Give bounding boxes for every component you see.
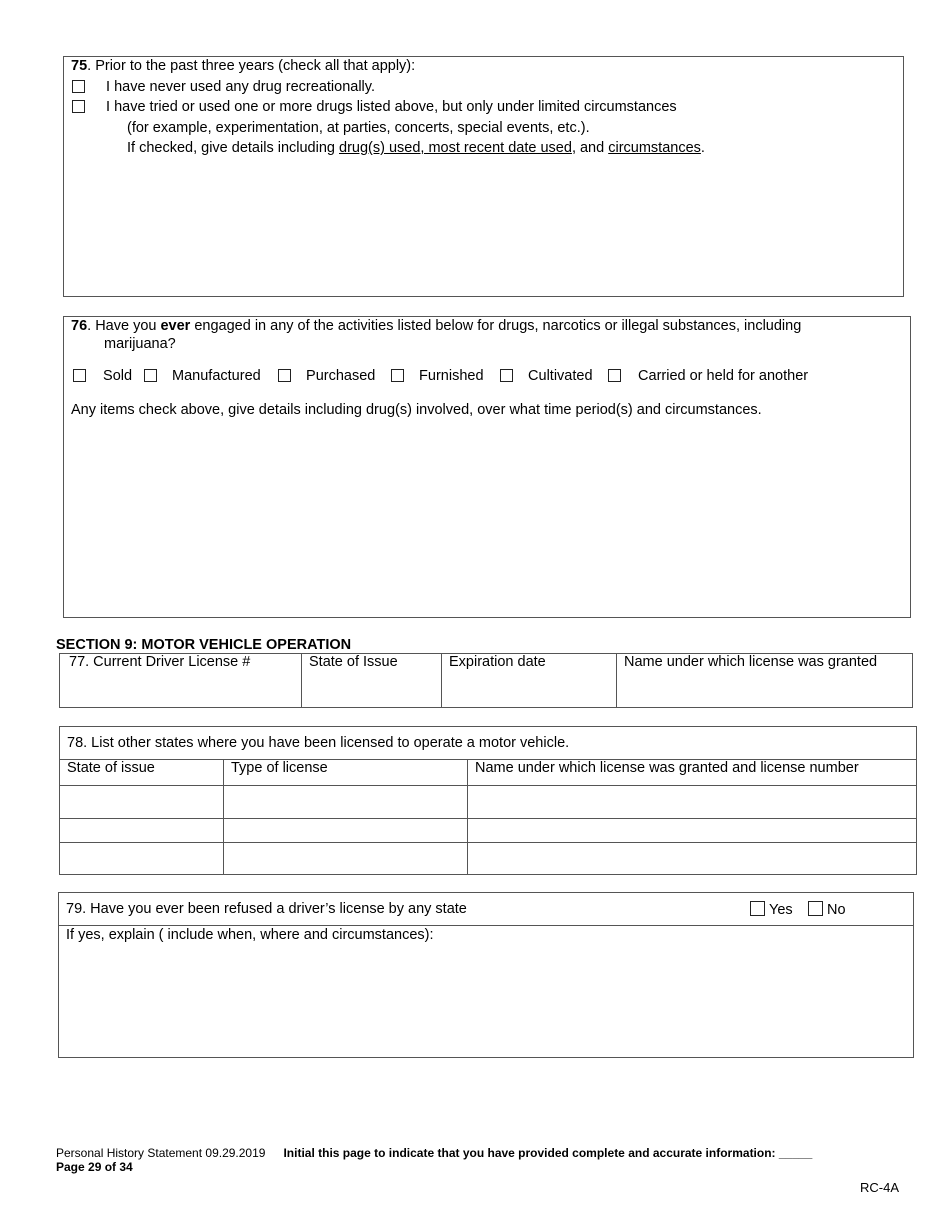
q79-no-checkbox[interactable] <box>808 901 823 916</box>
q78-row3-name[interactable] <box>468 843 917 875</box>
q77-expiration-label: Expiration date <box>449 654 546 670</box>
option-cultivated-label: Cultivated <box>528 368 593 384</box>
footer-form-code: RC-4A <box>860 1180 900 1195</box>
q77-name-label: Name under which license was granted <box>624 654 878 670</box>
q76-number: 76 <box>71 318 88 334</box>
q75-option-1-label: I have never used any drug recreationally. <box>106 79 375 95</box>
q75-details-instruction: If checked, give details including drug(s) used, most recent date used, and circumstances. <box>127 140 705 156</box>
checkbox-sold[interactable] <box>73 369 86 382</box>
q78-row3-state[interactable] <box>60 843 224 875</box>
q75-option-2-label: I have tried or used one or more drugs listed above, but only under limited circumstances <box>106 99 677 115</box>
option-purchased <box>278 368 375 384</box>
q79-divider <box>58 925 914 926</box>
option-manufactured-label: Manufactured <box>172 368 261 384</box>
q78-col-name: Name under which license was granted and license number <box>468 760 917 786</box>
q77-expiration-cell[interactable] <box>442 654 617 708</box>
q79-explain-area[interactable] <box>62 948 908 1053</box>
q76-details-area[interactable] <box>70 424 904 610</box>
q75-option-1-checkbox[interactable] <box>72 80 85 93</box>
q77-name-cell[interactable] <box>617 654 913 708</box>
checkbox-purchased[interactable] <box>278 369 291 382</box>
q79-yes-option <box>750 901 793 918</box>
q75-number: 75 <box>71 58 88 74</box>
q77-license-table <box>59 653 913 708</box>
option-carried <box>608 368 808 384</box>
q79-no-option <box>808 901 846 918</box>
option-furnished-label: Furnished <box>419 368 484 384</box>
q78-row2-state[interactable] <box>60 819 224 843</box>
q75-option-2-continued: (for example, experimentation, at parties, concerts, special events, etc.). <box>127 120 590 136</box>
option-cultivated <box>500 368 593 384</box>
option-manufactured <box>144 368 261 384</box>
q78-heading: 78. List other states where you have been licensed to operate a motor vehicle. <box>60 727 917 760</box>
q77-state-cell[interactable] <box>302 654 442 708</box>
checkbox-cultivated[interactable] <box>500 369 513 382</box>
q78-row3-type[interactable] <box>224 843 468 875</box>
option-furnished <box>391 368 484 384</box>
q75-heading: 75. Prior to the past three years (check all that apply): <box>71 58 416 74</box>
q76-heading-line2: marijuana? <box>104 336 176 352</box>
q78-col-type: Type of license <box>224 760 468 786</box>
q77-license-number-cell[interactable] <box>60 654 302 708</box>
table-row <box>60 819 917 843</box>
q76-heading: 76. Have you ever engaged in any of the activities listed below for drugs, narcotics or illegal substances, including <box>71 318 802 334</box>
checkbox-furnished[interactable] <box>391 369 404 382</box>
section-9-title: SECTION 9: MOTOR VEHICLE OPERATION <box>56 637 352 653</box>
footer-page-number: Page 29 of 34 <box>56 1160 133 1174</box>
option-carried-label: Carried or held for another <box>638 368 809 384</box>
table-row <box>60 843 917 875</box>
footer-form-name: Personal History Statement 09.29.2019 <box>56 1146 266 1160</box>
table-row <box>60 786 917 819</box>
q79-question: 79. Have you ever been refused a driver’s license by any state <box>66 901 467 917</box>
q78-row1-state[interactable] <box>60 786 224 819</box>
checkbox-manufactured[interactable] <box>144 369 157 382</box>
footer-initial-text: Initial this page to indicate that you have provided complete and accurate information: _____ <box>283 1146 813 1160</box>
q75-option-2-checkbox[interactable] <box>72 100 85 113</box>
q75-option-1 <box>72 79 375 95</box>
q78-row1-type[interactable] <box>224 786 468 819</box>
q76-details-instruction: Any items check above, give details including drug(s) involved, over what time period(s) and circumstances. <box>71 402 762 418</box>
q77-state-label: State of Issue <box>309 654 398 670</box>
q78-row1-name[interactable] <box>468 786 917 819</box>
q79-explain-label: If yes, explain ( include when, where and circumstances): <box>66 927 434 943</box>
q79-no-label: No <box>827 902 846 918</box>
q78-table <box>59 726 917 875</box>
q75-option-2 <box>72 99 677 115</box>
q78-col-state: State of issue <box>60 760 224 786</box>
q78-row2-type[interactable] <box>224 819 468 843</box>
q75-details-area[interactable] <box>70 162 896 290</box>
checkbox-carried[interactable] <box>608 369 621 382</box>
q76-options <box>73 368 132 384</box>
q77-license-number-label: 77. Current Driver License # <box>69 654 251 670</box>
q78-row2-name[interactable] <box>468 819 917 843</box>
option-sold-label: Sold <box>103 368 133 384</box>
q79-yes-label: Yes <box>769 902 793 918</box>
option-purchased-label: Purchased <box>306 368 376 384</box>
footer-line1 <box>56 1146 812 1160</box>
q79-yes-checkbox[interactable] <box>750 901 765 916</box>
